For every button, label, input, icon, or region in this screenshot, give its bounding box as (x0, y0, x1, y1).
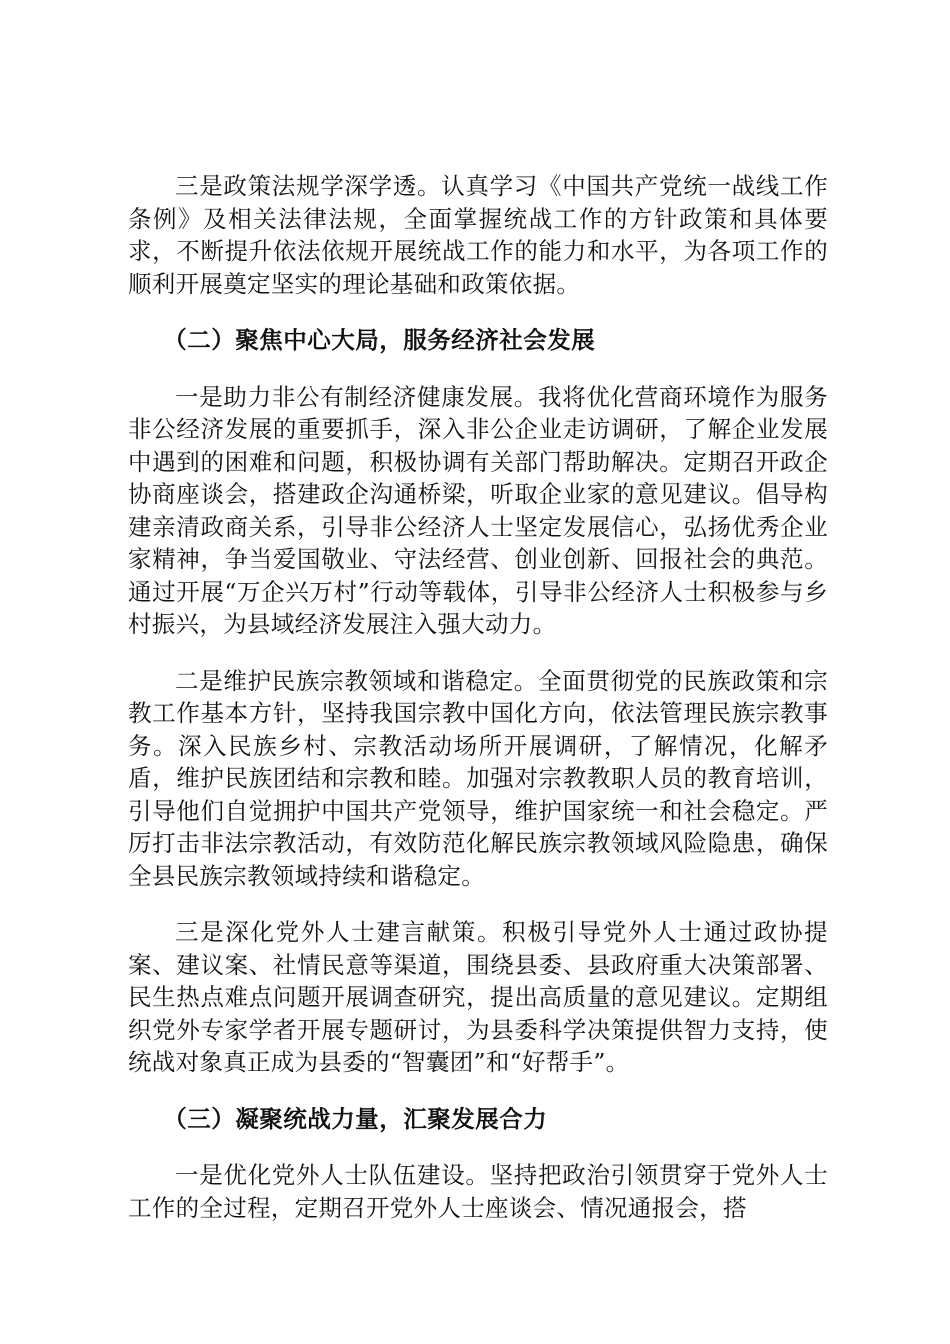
paragraph-advice-suggestions: 三是深化党外人士建言献策。积极引导党外人士通过政协提案、建议案、社情民意等渠道，围绕县委、县政府重大决策部署、民生热点难点问题开展调查研究，提出高质量的意见建议。定期组织党外专家学者开展专题研讨，为县委科学决策提供智力支持，使统战对象真正成为县委的“智囊团”和“好帮手”。 (128, 918, 828, 1076)
document-body (128, 170, 828, 1248)
paragraph-policy-study: 三是政策法规学深学透。认真学习《中国共产党统一战线工作条例》及相关法律法规，全面掌握统战工作的方针政策和具体要求，不断提升依法依规开展统战工作的能力和水平，为各项工作的顺利开展奠定坚实的理论基础和政策依据。 (128, 172, 828, 298)
paragraph-private-economy: 一是助力非公有制经济健康发展。我将优化营商环境作为服务非公经济发展的重要抓手，深入非公企业走访调研，了解企业发展中遇到的困难和问题，积极协调有关部门帮助解决。定期召开政企协商座谈会，搭建政企沟通桥梁，听取企业家的意见建议。倡导构建亲清政商关系，引导非公经济人士坚定发展信心，弘扬优秀企业家精神，争当爱国敬业、守法经营、创业创新、回报社会的典范。通过开展“万企兴万村”行动等载体，引导非公经济人士积极参与乡村振兴，为县域经济发展注入强大动力。 (128, 382, 828, 638)
section-heading-2: （二）聚焦中心大局，服务经济社会发展 (163, 326, 596, 354)
paragraph-ethnic-religious: 二是维护民族宗教领域和谐稳定。全面贯彻党的民族政策和宗教工作基本方针，坚持我国宗教中国化方向，依法管理民族宗教事务。深入民族乡村、宗教活动场所开展调研，了解情况，化解矛盾，维护民族团结和宗教和睦。加强对宗教教职人员的教育培训，引导他们自觉拥护中国共产党领导，维护国家统一和社会稳定。严厉打击非法宗教活动，有效防范化解民族宗教领域风险隐患，确保全县民族宗教领域持续和谐稳定。 (128, 666, 828, 890)
section-heading-3: （三）凝聚统战力量，汇聚发展合力 (163, 1104, 548, 1133)
paragraph-team-building: 一是优化党外人士队伍建设。坚持把政治引领贯穿于党外人士工作的全过程，定期召开党外人士座谈会、情况通报会，搭 (128, 1161, 828, 1222)
